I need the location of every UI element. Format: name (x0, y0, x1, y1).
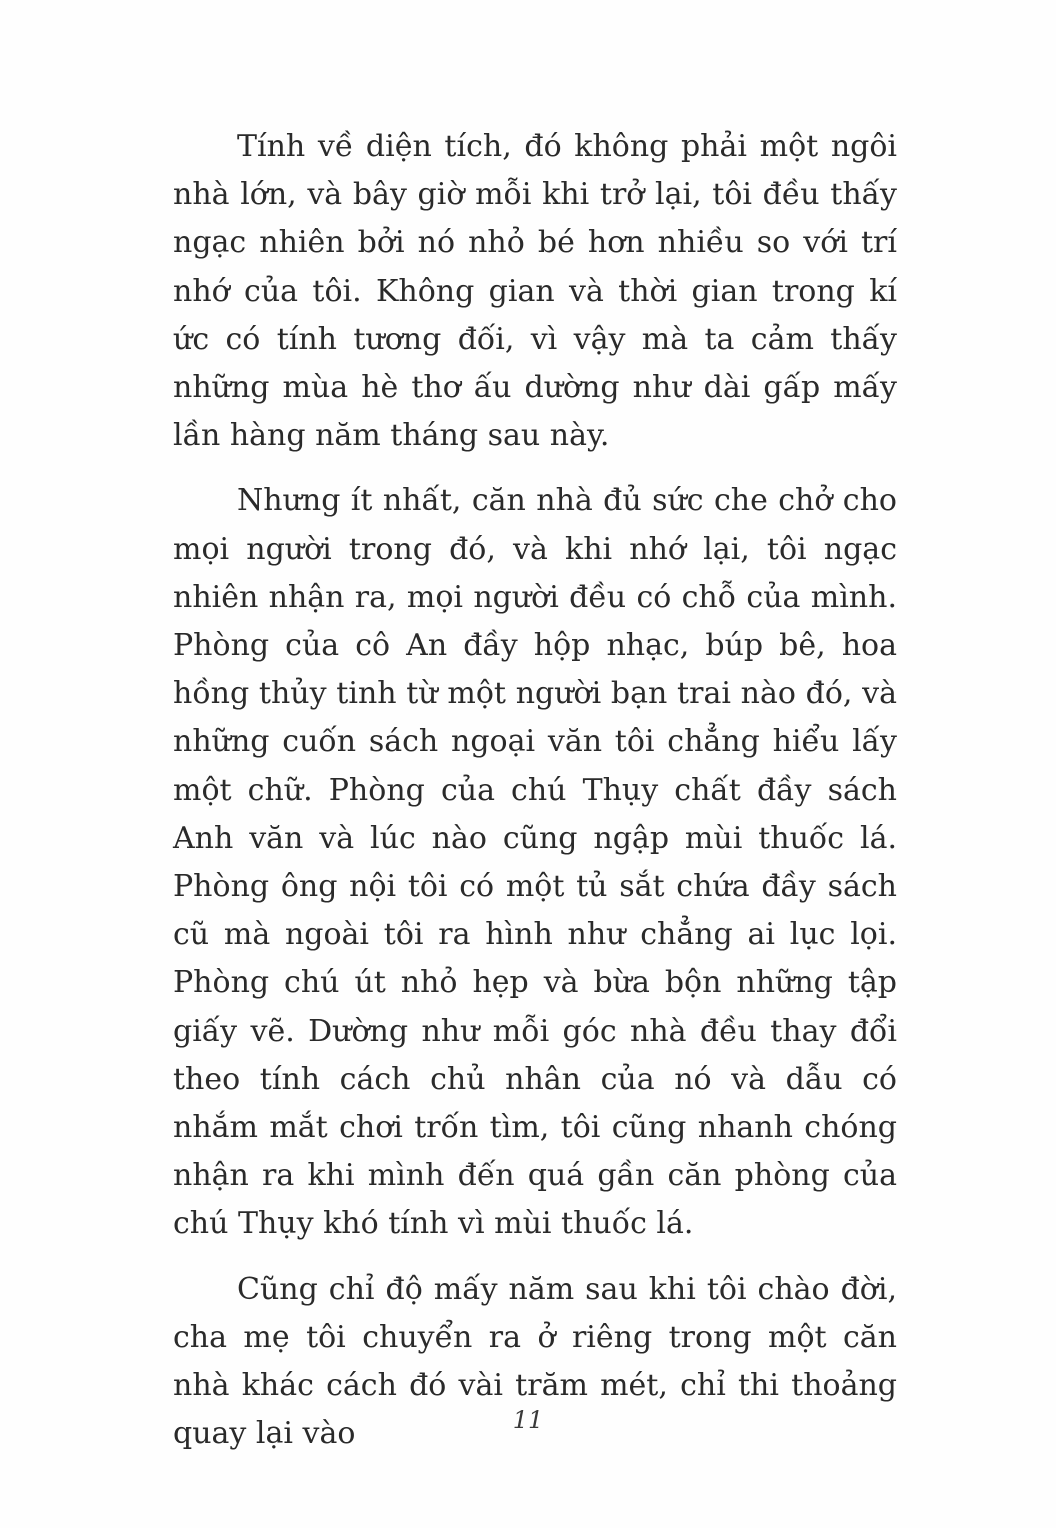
paragraph-1: Tính về diện tích, đó không phải một ngôi nhà lớn, và bây giờ mỗi khi trở lại, tôi đều thấy ngạc nhiên bởi nó nhỏ bé hơn nhiều so với trí nhớ của tôi. Không gian và thời gian trong kí ức có tính tương đối, vì vậy mà ta cảm thấy những mùa hè thơ ấu dường như dài gấp mấy lần hàng năm tháng sau này. (173, 129, 897, 454)
paragraph-2: Nhưng ít nhất, căn nhà đủ sức che chở cho mọi người trong đó, và khi nhớ lại, tôi ngạc nhiên nhận ra, mọi người đều có chỗ của mình. Phòng của cô An đầy hộp nhạc, búp bê, hoa hồng thủy tinh từ một người bạn trai nào đó, và những cuốn sách ngoại văn tôi chẳng hiểu lấy một chữ. Phòng của chú Thụy chất đầy sách Anh văn và lúc nào cũng ngập mùi thuốc lá. Phòng ông nội tôi có một tủ sắt chứa đầy sách cũ mà ngoài tôi ra hình như chẳng ai lục lọi. Phòng chú út nhỏ hẹp và bừa bộn những tập giấy vẽ. Dường như mỗi góc nhà đều thay đổi theo tính cách chủ nhân của nó và dẫu có nhắm mắt chơi trốn tìm, tôi cũng nhanh chóng nhận ra khi mình đến quá gần căn phòng của chú Thụy khó tính vì mùi thuốc lá. (173, 483, 897, 1242)
body-text (173, 123, 897, 1475)
paragraph-3: Cũng chỉ độ mấy năm sau khi tôi chào đời, cha mẹ tôi chuyển ra ở riêng trong một căn nhà khác cách đó vài trăm mét, chỉ thi thoảng quay lại vào (173, 1271, 897, 1452)
page-number: 11 (512, 1406, 544, 1434)
